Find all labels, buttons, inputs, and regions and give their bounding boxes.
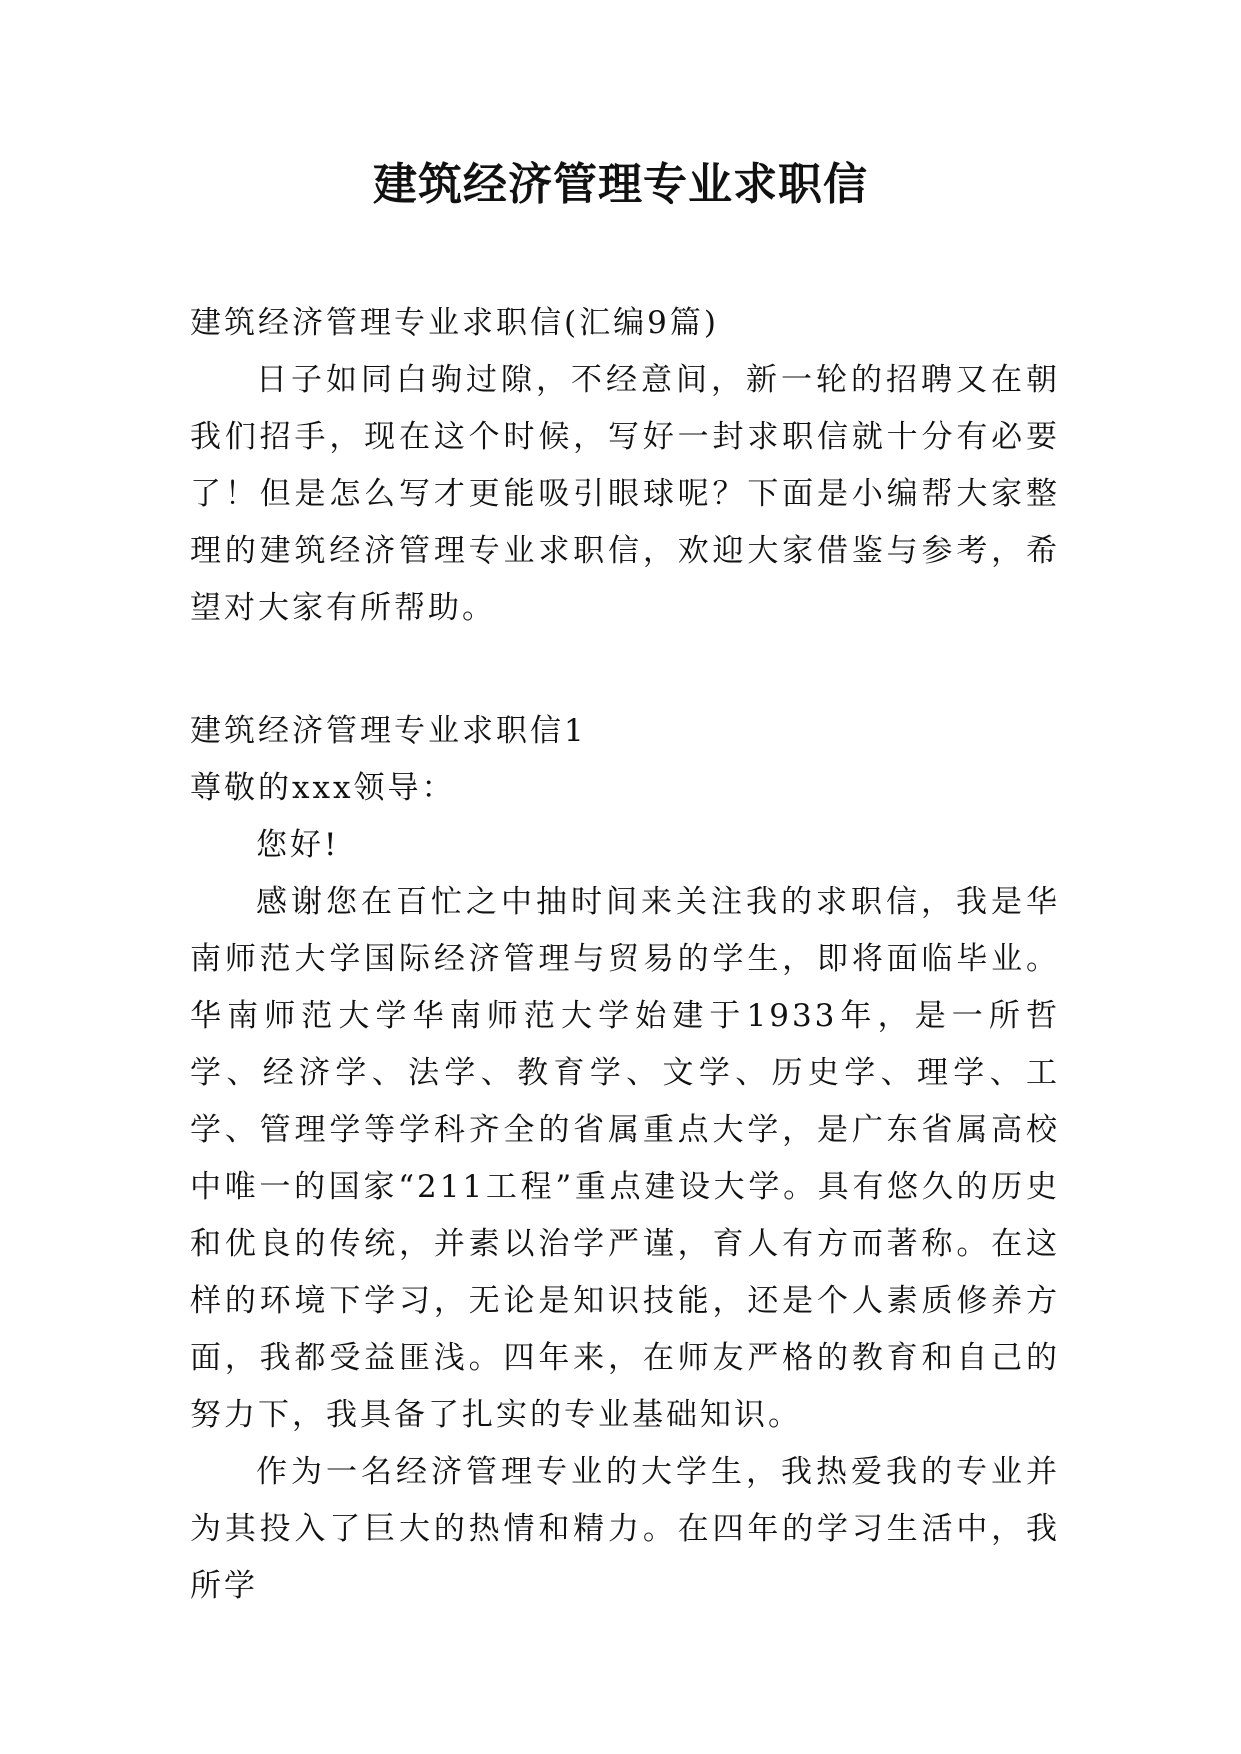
document-title: 建筑经济管理专业求职信 xyxy=(373,159,868,210)
letter-paragraph-2: 作为一名经济管理专业的大学生，我热爱我的专业并为其投入了巨大的热情和精力。在四年的学习生活中，我所学 xyxy=(190,1454,1060,1604)
document-subtitle: 建筑经济管理专业求职信(汇编9篇) xyxy=(190,305,719,341)
letter-salutation: 尊敬的xxx领导： xyxy=(190,770,456,806)
letter-greeting: 您好! xyxy=(256,827,340,863)
letter-heading: 建筑经济管理专业求职信1 xyxy=(190,713,587,749)
intro-paragraph: 日子如同白驹过隙，不经意间，新一轮的招聘又在朝我们招手，现在这个时候，写好一封求职信就十分有必要了！但是怎么写才更能吸引眼球呢？下面是小编帮大家整理的建筑经济管理专业求职信，欢迎大家借鉴与参考，希望对大家有所帮助。 xyxy=(190,362,1060,626)
letter-paragraph-1: 感谢您在百忙之中抽时间来关注我的求职信，我是华南师范大学国际经济管理与贸易的学生，即将面临毕业。华南师范大学华南师范大学始建于1933年，是一所哲学、经济学、法学、教育学、文学、历史学、理学、工学、管理学等学科齐全的省属重点大学，是广东省属高校中唯一的国家“211工程”重点建设大学。具有悠久的历史和优良的传统，并素以治学严谨，育人有方而著称。在这样的环境下学习，无论是知识技能，还是个人素质修养方面，我都受益匪浅。四年来，在师友严格的教育和自己的努力下，我具备了扎实的专业基础知识。 xyxy=(190,884,1060,1433)
document-body xyxy=(190,295,1060,1615)
